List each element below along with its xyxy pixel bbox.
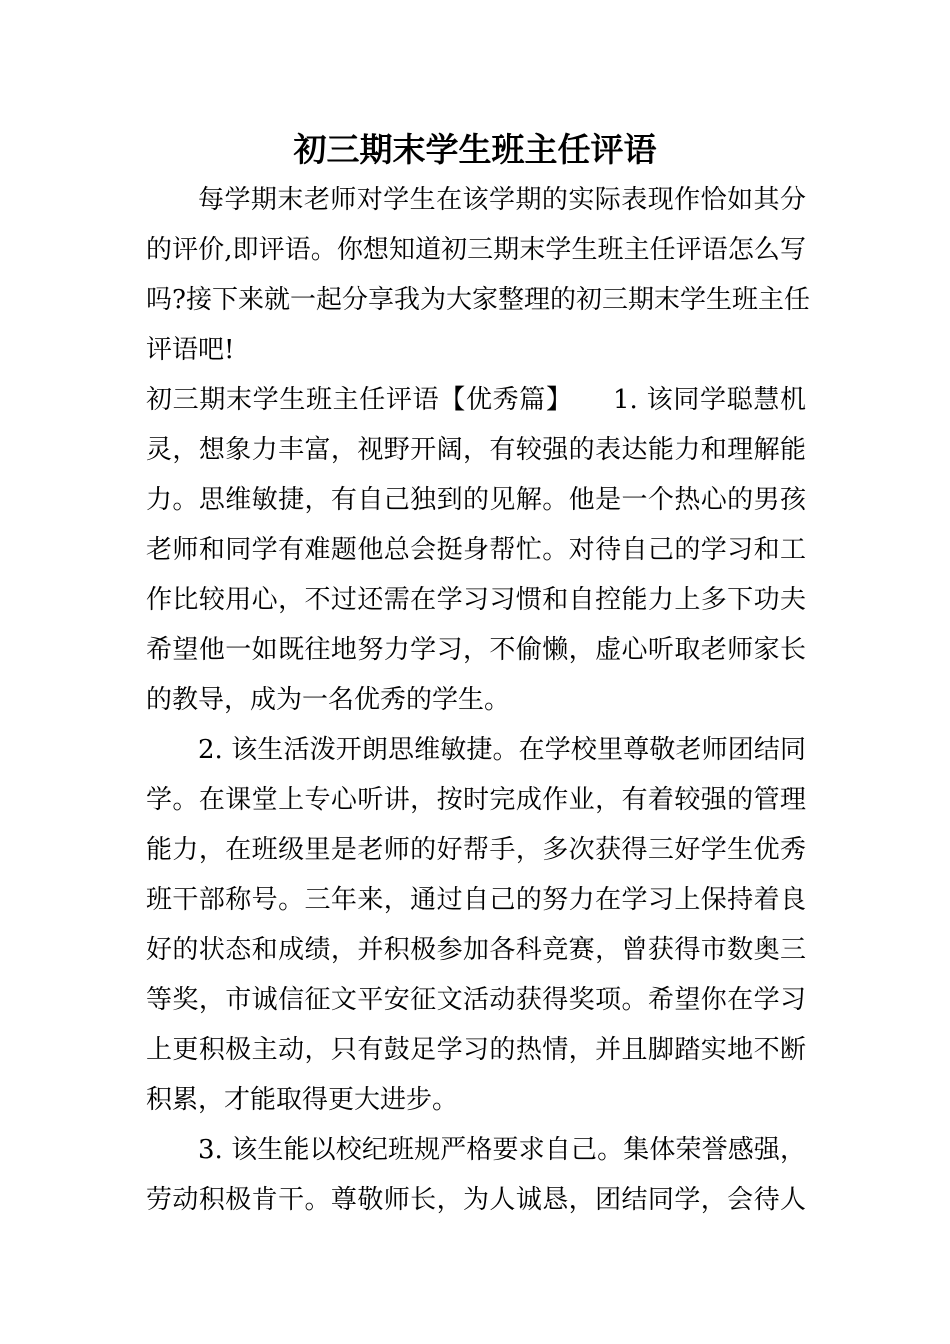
paragraph-line: 初三期末学生班主任评语【优秀篇】 1. 该同学聪慧机 [146,385,806,415]
paragraph-line: 班干部称号。三年来，通过自己的努力在学习上保持着良 [146,885,806,915]
paragraph-line: 评语吧! [146,335,235,365]
paragraph-line: 灵，想象力丰富，视野开阔，有较强的表达能力和理解能 [146,435,806,465]
paragraph-line: 能力，在班级里是老师的好帮手，多次获得三好学生优秀 [146,835,806,865]
paragraph-line: 吗?接下来就一起分享我为大家整理的初三期末学生班主任 [146,285,810,315]
paragraph-line: 好的状态和成绩，并积极参加各科竞赛，曾获得市数奥三 [146,935,806,965]
paragraph-line: 希望他一如既往地努力学习，不偷懒，虚心听取老师家长 [146,635,806,665]
paragraph-line: 力。思维敏捷，有自己独到的见解。他是一个热心的男孩 [146,485,806,515]
paragraph-line: 等奖，市诚信征文平安征文活动获得奖项。希望你在学习 [146,985,806,1015]
paragraph-line: 3. 该生能以校纪班规严格要求自己。集体荣誉感强， [198,1135,806,1165]
document-title: 初三期末学生班主任评语 [293,130,657,169]
paragraph-line: 的教导，成为一名优秀的学生。 [146,685,511,715]
paragraph-line: 劳动积极肯干。尊敬师长，为人诚恳，团结同学，会待人 [146,1185,806,1215]
paragraph-line: 的评价,即评语。你想知道初三期末学生班主任评语怎么写 [146,235,806,265]
paragraph-line: 2. 该生活泼开朗思维敏捷。在学校里尊敬老师团结同 [198,735,806,765]
paragraph-line: 老师和同学有难题他总会挺身帮忙。对待自己的学习和工 [146,535,806,565]
paragraph-line: 积累，才能取得更大进步。 [146,1085,459,1115]
paragraph-line: 学。在课堂上专心听讲，按时完成作业，有着较强的管理 [146,785,806,815]
paragraph-line: 每学期末老师对学生在该学期的实际表现作恰如其分 [198,185,806,215]
paragraph-line: 作比较用心，不过还需在学习习惯和自控能力上多下功夫 [146,585,806,615]
paragraph-line: 上更积极主动，只有鼓足学习的热情，并且脚踏实地不断 [146,1035,806,1065]
